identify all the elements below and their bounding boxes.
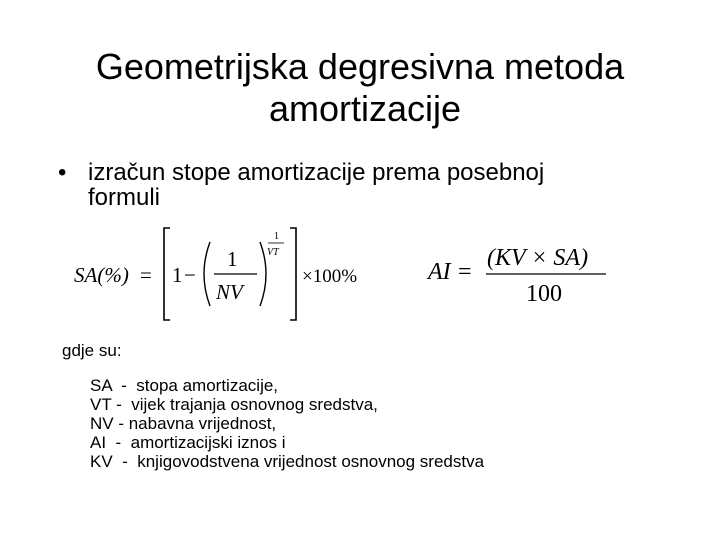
sa-exponent-denominator: VT [267,247,279,258]
sa-formula-equals: = [140,263,152,287]
right-paren-icon [260,242,266,306]
title-line-2: amortizacije [268,88,462,129]
ai-formula-numerator: (KV × SA) [487,245,589,271]
sa-fraction-numerator: 1 [227,247,238,271]
list-item: VT - vijek trajanja osnovnog sredstva, [90,395,378,414]
sa-exponent-numerator: 1 [274,231,279,242]
ai-formula-equals: = [458,259,472,285]
bullet-point [58,160,678,210]
formulas [0,222,720,332]
title-line-1: Geometrijska degresivna metoda [95,46,625,87]
sa-formula-lhs: SA(%) [74,263,129,287]
right-bracket-icon [290,228,296,320]
bullet-icon: • [58,159,67,186]
sa-fraction-denominator: NV [216,280,243,304]
left-paren-icon [204,242,210,306]
list-item: NV - nabavna vrijednost, [90,414,277,433]
definitions-list [90,376,484,471]
list-item: AI - amortizacijski iznos i [90,433,286,452]
sa-formula-times-percent: ×100% [302,266,358,287]
ai-formula-denominator: 100 [526,281,562,307]
left-bracket-icon [164,228,170,320]
ai-formula-lhs: AI [428,259,451,285]
list-item: SA - stopa amortizacije, [90,376,279,395]
slide-title [0,46,720,130]
sa-formula-minus: − [184,263,196,287]
list-item: KV - knjigovodstvena vrijednost osnovnog sredstva [90,452,485,471]
sa-formula-one: 1 [172,263,183,287]
definitions-heading: gdje su: [62,341,122,360]
bullet-text-line-1: izračun stope amortizacije prema posebnoj [88,159,545,186]
bullet-text-line-2: formuli [88,184,161,211]
